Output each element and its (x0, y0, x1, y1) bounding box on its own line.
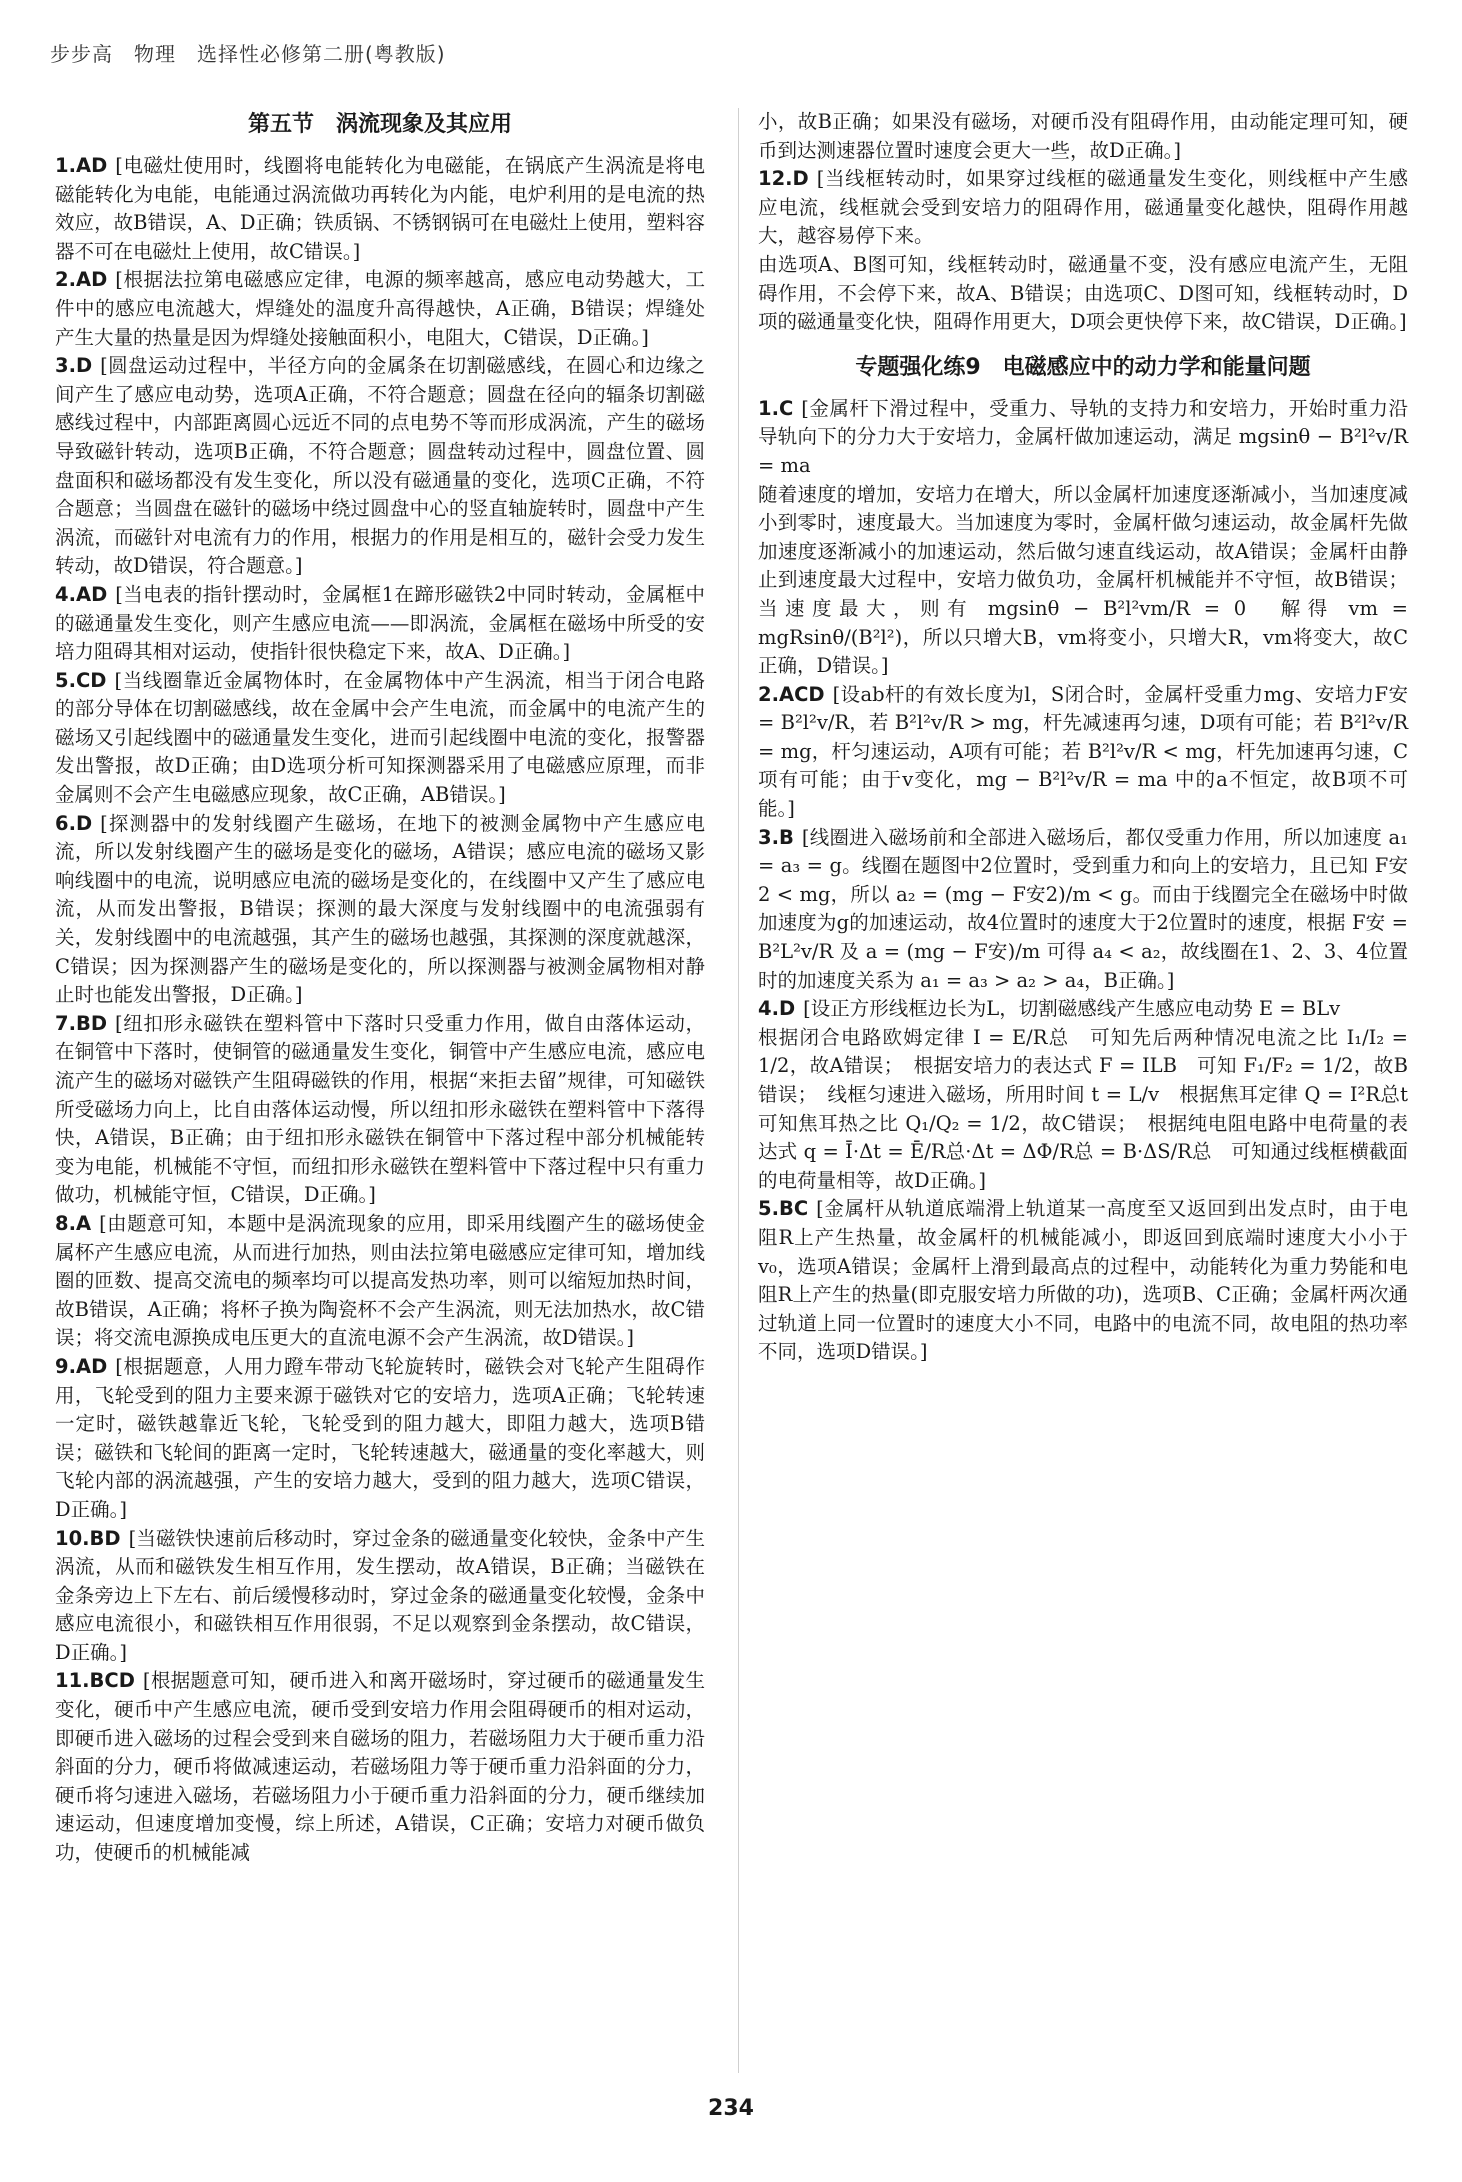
answer-item (55, 1010, 705, 1210)
page-number: 234 (708, 2096, 754, 2121)
answer-item (758, 165, 1408, 337)
right-column (758, 108, 1428, 1367)
item-explanation: [根据题意可知，硬币进入和离开磁场时，穿过硬币的磁通量发生变化，硬币中产生感应电流，硬币受到安培力作用会阻碍硬币的相对运动，即硬币进入磁场的过程会受到来自磁场的阻力，若磁场阻力大于硬币重力沿斜面的分力，硬币将做减速运动，若磁场阻力等于硬币重力沿斜面的分力，硬币将匀速进入磁场，若磁场阻力小于硬币重力沿斜面的分力，硬币继续加速运动，但速度增加变慢，综上所述，A错误，C正确；安培力对硬币做负功，使硬币的机械能减 (55, 1669, 705, 1865)
answer-item (758, 681, 1408, 824)
item-number: 4. (55, 582, 76, 606)
item-answer: C (778, 396, 794, 420)
running-head: 步步高 物理 选择性必修第二册(粤教版) (50, 42, 446, 66)
answer-item (55, 1353, 705, 1525)
item-explanation: [当线圈靠近金属物体时，在金属物体中产生涡流，相当于闭合电路的部分导体在切割磁感线，故在金属中会产生电流，而金属中的电流产生的磁场又引起线圈中的磁通量发生变化，进而引起线圈中电流的变化，报警器发出警报，故D正确；由D选项分析可知探测器采用了电磁感应原理，而非金属则不会产生电磁感应现象，故C正确，AB错误。] (55, 668, 705, 807)
item-explanation: [设正方形线框边长为L，切割磁感线产生感应电动势 E = BLv (803, 997, 1341, 1021)
item-explanation: [金属杆下滑过程中，受重力、导轨的支持力和安培力，开始时重力沿导轨向下的分力大于安培力，金属杆做加速运动，满足 mgsinθ − B²l²v/R = ma (758, 396, 1408, 477)
item-explanation: 小，故B正确；如果没有磁场，对硬币没有阻碍作用，由动能定理可知，硬币到达测速器位置时速度会更大一些，故D正确。] (758, 110, 1408, 162)
item-number: 10. (55, 1526, 90, 1550)
item-number: 5. (55, 668, 76, 692)
item-number: 4. (758, 997, 779, 1021)
item-explanation: [当磁铁快速前后移动时，穿过金条的磁通量变化较快，金条中产生涡流，从而和磁铁发生相互作用，发生摆动，故A错误，B正确；当磁铁在金条旁边上下左右、前后缓慢移动时，穿过金条的磁通量变化较慢，金条中感应电流很小，和磁铁相互作用很弱，不足以观察到金条摆动，故C错误，D正确。] (55, 1526, 705, 1664)
section-title: 第五节 涡流现象及其应用 (247, 112, 512, 137)
answer-item-continuation (758, 108, 1408, 165)
item-answer: D (75, 354, 93, 378)
answer-item (758, 824, 1408, 996)
item-number: 2. (55, 268, 76, 292)
item-explanation: [线圈进入磁场前和全部进入磁场后，都仅受重力作用，所以加速度 a₁ = a₃ = g。线圈在题图中2位置时，受到重力和向上的安培力，且已知 F安2 < mg，所以 a₂ = (mg − F安2)/m < g。而由于线圈完全在磁场中时做加速度为g的加速运动，故4位置时的速度大于2位置时的速度，根据 F安 = B²L²v/R 及 a = (mg − F安)/m 可得 a₄ < a₂，故线圈在1、2、3、4位置时的加速度关系为 a₁ = a₃ > a₂ > a₄，B正确。] (758, 825, 1408, 992)
item-answer: CD (75, 668, 107, 692)
item-number: 2. (758, 682, 779, 706)
item-explanation: [由题意可知，本题中是涡流现象的应用，即采用线圈产生的磁场使金属杯产生感应电流，从而进行加热，则由法拉第电磁感应定律可知，增加线圈的匝数、提高交流电的频率均可以提高发热功率，则可以缩短加热时间，故B错误，A正确；将杯子换为陶瓷杯不会产生涡流，则无法加热水，故C错误；将交流电源换成电压更大的直流电源不会产生涡流，故D错误。] (55, 1211, 705, 1350)
item-number: 9. (55, 1354, 76, 1378)
item-explanation: [电磁灶使用时，线圈将电能转化为电磁能，在锅底产生涡流是将电磁能转化为电能，电能通过涡流做功再转化为内能，电炉利用的是电流的热效应，故B错误，A、D正确；铁质锅、不锈钢锅可在电磁灶上使用，塑料容器不可在电磁灶上使用，故C错误。] (55, 154, 705, 263)
item-explanation-cont: 根据闭合电路欧姆定律 I = E/R总 可知先后两种情况电流之比 I₁/I₂ = 1/2，故A错误； 根据安培力的表达式 F = ILB 可知 F₁/F₂ = 1/2，故B错误； 线框匀速进入磁场，所用时间 t = L/v 根据焦耳定律 Q = I²R总t 可知焦耳热之比 Q₁/Q₂ = 1/2，故C错误； 根据纯电阻电路中电荷量的表达式 q = Ī·Δt = Ē/R总·Δt = ΔΦ/R总 = B·ΔS/R总 可知通过线框横截面的电荷量相等，故D正确。] (758, 1025, 1428, 1192)
item-number: 11. (55, 1669, 90, 1693)
answer-item (55, 152, 705, 266)
item-answer: AD (75, 154, 108, 177)
item-answer: D (75, 811, 93, 835)
item-answer: BCD (89, 1669, 135, 1693)
item-explanation: [金属杆从轨道底端滑上轨道某一高度至又返回到出发点时，由于电阻R上产生热量，故金属杆的机械能减小，即返回到底端时速度大小小于v₀，选项A错误；金属杆上滑到最高点的过程中，动能转化为重力势能和电阻R上产生的热量(即克服安培力所做的功)，选项B、C正确；金属杆两次通过轨道上同一位置时的速度大小不同，电路中的电流不同，故电阻的热功率不同，选项D错误。] (758, 1197, 1408, 1364)
item-explanation: [探测器中的发射线圈产生磁场，在地下的被测金属物中产生感应电流，所以发射线圈产生的磁场是变化的磁场，A错误；感应电流的磁场又影响线圈中的电流，说明感应电流的磁场是变化的，在线圈中又产生了感应电流，从而发出警报，B错误；探测的最大深度与发射线圈中的电流强弱有关，发射线圈中的电流越强，其产生的磁场也越强，其探测的深度就越深，C错误；因为探测器产生的磁场是变化的，所以探测器与被测金属物相对静止时也能发出警报，D正确。] (55, 811, 705, 1007)
column-divider (738, 108, 739, 2073)
answer-item (55, 581, 705, 667)
item-number: 1. (55, 154, 76, 177)
answer-item (55, 1525, 705, 1668)
item-answer: AD (75, 268, 108, 292)
item-answer: BD (89, 1526, 121, 1550)
answer-item (758, 1195, 1408, 1367)
item-answer: BC (778, 1197, 809, 1221)
item-number: 1. (758, 396, 779, 420)
item-answer: A (75, 1211, 92, 1235)
item-number: 3. (55, 354, 76, 378)
answer-item (55, 1210, 705, 1353)
item-answer: ACD (778, 682, 825, 706)
item-explanation-cont: 随着速度的增加，安培力在增大，所以金属杆加速度逐渐减小，当加速度减小到零时，速度最大。当加速度为零时，金属杆做匀速运动，故金属杆先做加速度逐渐减小的加速运动，然后做匀速直线运动，故A错误；金属杆由静止到速度最大过程中，安培力做负功，金属杆机械能并不守恒，故B错误；当速度最大，则有 mgsinθ − B²l²vm/R = 0 解得 vm = mgRsinθ/(B²l²)，所以只增大B，vm将变小，只增大R，vm将变大，故C正确，D错误。] (758, 482, 1408, 678)
answer-item (758, 995, 1428, 1195)
left-column (55, 108, 705, 1868)
item-number: 7. (55, 1011, 76, 1035)
item-explanation: [当电表的指针摆动时，金属框1在蹄形磁铁2中同时转动，金属框中的磁通量发生变化，则产生感应电流——即涡流，金属框在磁场中所受的安培力阻碍其相对运动，使指针很快稳定下来，故A、D正确。] (55, 582, 705, 664)
item-number: 5. (758, 1197, 779, 1221)
item-answer: D (792, 167, 809, 191)
item-number: 3. (758, 825, 779, 849)
answer-item (55, 667, 705, 810)
item-number: 12. (758, 167, 793, 191)
section-title: 专题强化练9 电磁感应中的动力学和能量问题 (855, 354, 1311, 380)
item-explanation: [根据题意，人用力蹬车带动飞轮旋转时，磁铁会对飞轮产生阻碍作用，飞轮受到的阻力主要来源于磁铁对它的安培力，选项A正确；飞轮转速一定时，磁铁越靠近飞轮，飞轮受到的阻力越大，即阻力越大，选项B错误；磁铁和飞轮间的距离一定时，飞轮转速越大，磁通量的变化率越大，则飞轮内部的涡流越强，产生的安培力越大，受到的阻力越大，选项C错误，D正确。] (55, 1354, 705, 1521)
item-number: 8. (55, 1211, 76, 1235)
answer-item (55, 266, 705, 352)
item-answer: AD (75, 1354, 108, 1378)
item-answer: AD (75, 582, 108, 606)
item-answer: B (778, 825, 794, 849)
answer-item (758, 395, 1408, 681)
item-explanation: [圆盘运动过程中，半径方向的金属条在切割磁感线，在圆心和边缘之间产生了感应电动势，选项A正确，不符合题意；圆盘在径向的辐条切割磁感线过程中，内部距离圆心远近不同的点电势不等而形成涡流，产生的磁场导致磁针转动，选项B正确，不符合题意；圆盘转动过程中，圆盘位置、圆盘面积和磁场都没有发生变化，所以没有磁通量的变化，选项C正确，不符合题意；当圆盘在磁针的磁场中绕过圆盘中心的竖直轴旋转时，圆盘中产生涡流，而磁针对电流有力的作用，根据力的作用是相互的，磁针会受力发生转动，故D错误，符合题意。] (55, 354, 705, 578)
answer-item (55, 352, 705, 581)
item-answer: BD (75, 1011, 108, 1035)
answer-item (55, 1667, 705, 1867)
item-number: 6. (55, 811, 76, 835)
item-explanation-cont: 由选项A、B图可知，线框转动时，磁通量不变，没有感应电流产生，无阻碍作用，不会停下来，故A、B错误；由选项C、D图可知，线框转动时，D项的磁通量变化快，阻碍作用更大，D项会更快停下来，故C错误，D正确。] (758, 252, 1408, 334)
item-answer: D (778, 997, 796, 1021)
item-explanation: [设ab杆的有效长度为l，S闭合时，金属杆受重力mg、安培力F安 = B²l²v/R，若 B²l²v/R > mg，杆先减速再匀速，D项有可能；若 B²l²v/R = mg，杆匀速运动，A项有可能；若 B²l²v/R < mg，杆先加速再匀速，C项有可能；由于v变化，mg − B²l²v/R = ma 中的a不恒定，故B项不可能。] (758, 682, 1408, 821)
item-explanation: [当线框转动时，如果穿过线框的磁通量发生变化，则线框中产生感应电流，线框就会受到安培力的阻碍作用，磁通量变化越快，阻碍作用越大，越容易停下来。 (758, 167, 1408, 248)
answer-item (55, 810, 705, 1010)
item-explanation: [纽扣形永磁铁在塑料管中下落时只受重力作用，做自由落体运动，在铜管中下落时，使铜管的磁通量发生变化，铜管中产生感应电流，感应电流产生的磁场对磁铁产生阻碍磁铁的作用，根据“来拒去留”规律，可知磁铁所受磁场力向上，比自由落体运动慢，所以纽扣形永磁铁在塑料管中下落得快，A错误，B正确；由于纽扣形永磁铁在铜管中下落过程中部分机械能转变为电能，机械能不守恒，而纽扣形永磁铁在塑料管中下落过程中只有重力做功，机械能守恒，C错误，D正确。] (55, 1011, 705, 1207)
item-explanation: [根据法拉第电磁感应定律，电源的频率越高，感应电动势越大，工件中的感应电流越大，焊缝处的温度升高得越快，A正确，B错误；焊缝处产生大量的热量是因为焊缝处接触面积小，电阻大，C错误，D正确。] (55, 268, 705, 349)
